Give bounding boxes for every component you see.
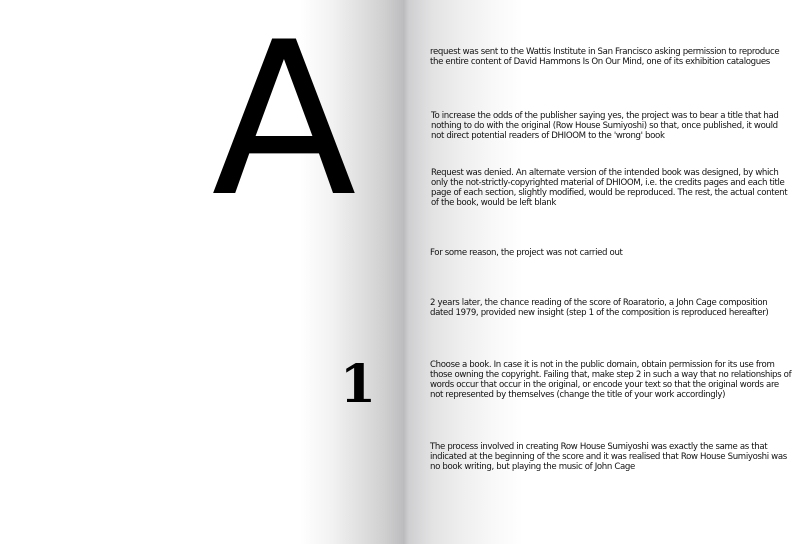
- paragraph-permission-request: request was sent to the Wattis Institute in San Francisco asking permission to reproduce the entire content of David Hammons Is On Our Mind, one of its exhibition catalogues: [430, 47, 780, 67]
- paragraph-not-carried-out: For some reason, the project was not carried out: [430, 248, 623, 258]
- paragraph-title-strategy: To increase the odds of the publisher saying yes, the project was to bear a title that had nothing to do with the original (Row House Sumiyoshi) so that, once published, it would not direct potential readers of DHIOOM to the 'wrong' book: [431, 111, 779, 141]
- paragraph-conclusion: The process involved in creating Row House Sumiyoshi was exactly the same as that indicated at the beginning of the score and it was realised that Row House Sumiyoshi was no book writing, but playing the music of John Cage: [430, 442, 787, 472]
- section-letter: A: [211, 0, 355, 243]
- paragraph-score-step-1: Choose a book. In case it is not in the public domain, obtain permission for its use from those owning the copyright. Failing that, make step 2 in such a way that no relationships of words occur that occur in the original, or encode your text so that the original words are not represented by themselves (change the title of your work accordingly): [430, 360, 792, 400]
- section-number: 1: [339, 354, 377, 415]
- paragraph-roaratorio: 2 years later, the chance reading of the score of Roaratorio, a John Cage composition dated 1979, provided new insight (step 1 of the composition is reproduced hereafter): [430, 298, 769, 318]
- paragraph-request-denied: Request was denied. An alternate version of the intended book was designed, by which only the not-strictly-copyrighted material of DHIOOM, i.e. the credits pages and each title page of each section, slightly modified, would be reproduced. The rest, the actual content of the book, would be left blank: [431, 168, 788, 208]
